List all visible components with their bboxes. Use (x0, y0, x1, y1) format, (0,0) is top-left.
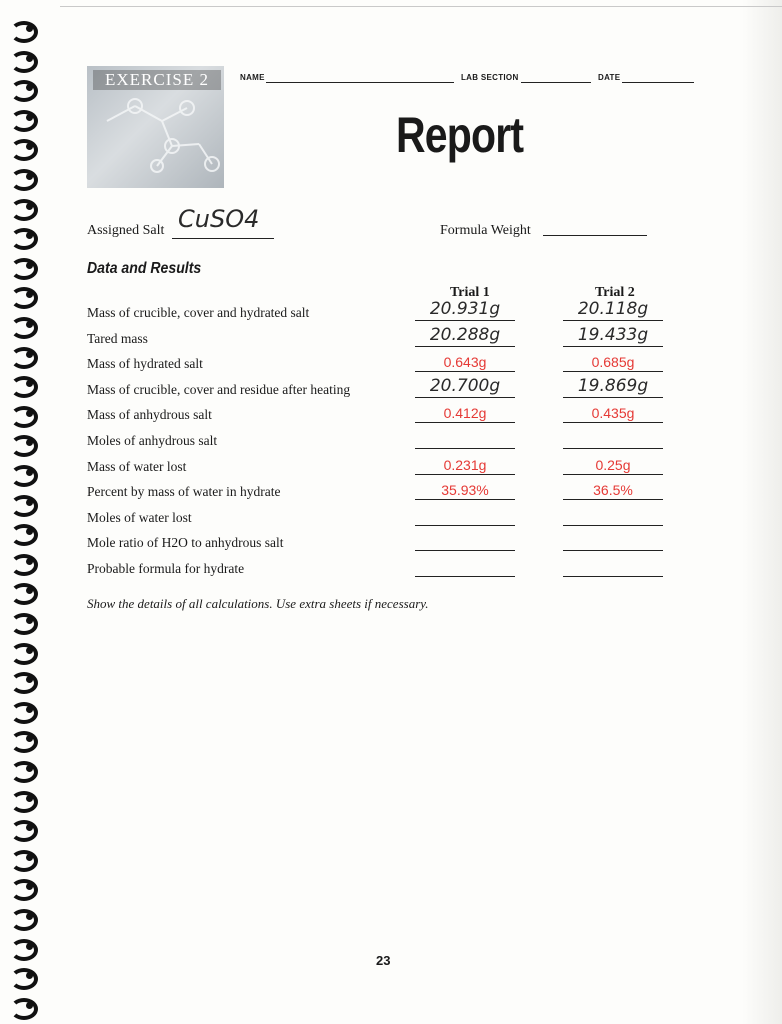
column-header-trial-2: Trial 2 (595, 285, 635, 300)
trial-1-value: 0.231g (443, 456, 487, 473)
cell-underline[interactable] (563, 550, 663, 551)
trial-2-value: 20.118g (577, 299, 649, 319)
cell-underline[interactable] (563, 371, 663, 372)
cell-underline[interactable] (415, 371, 515, 372)
trial-2-value: 0.25g (595, 456, 631, 473)
trial-1-value: 0.643g (443, 354, 487, 371)
spiral-ring (8, 18, 34, 38)
spiral-ring (8, 284, 34, 304)
cell-underline[interactable] (415, 346, 515, 347)
spiral-ring (8, 906, 34, 926)
trial-2-value: 0.685g (591, 354, 635, 371)
spiral-ring (8, 728, 34, 748)
spiral-ring (8, 758, 34, 778)
cell-underline[interactable] (415, 550, 515, 551)
top-edge-line (60, 6, 782, 7)
cell-underline[interactable] (415, 474, 515, 475)
row-label: Mass of anhydrous salt (87, 407, 212, 423)
spiral-ring (8, 492, 34, 512)
spiral-ring (8, 876, 34, 896)
spiral-ring (8, 403, 34, 423)
spiral-ring (8, 196, 34, 216)
cell-underline[interactable] (563, 397, 663, 398)
spiral-ring (8, 77, 34, 97)
lab-section-field-line[interactable] (521, 82, 591, 83)
row-label: Mass of hydrated salt (87, 356, 203, 372)
spiral-ring (8, 136, 34, 156)
spiral-ring (8, 225, 34, 245)
cell-underline[interactable] (415, 320, 515, 321)
spiral-ring (8, 373, 34, 393)
spiral-ring (8, 965, 34, 985)
assigned-salt-value: CuSO4 (178, 205, 260, 233)
assigned-salt-label: Assigned Salt (87, 223, 165, 238)
row-label: Moles of anhydrous salt (87, 433, 218, 448)
trial-1-value: 20.700g (429, 375, 501, 396)
row-label: Mole ratio of H2O to anhydrous salt (87, 535, 284, 551)
cell-underline[interactable] (415, 397, 515, 398)
spiral-ring (8, 521, 34, 541)
cell-underline[interactable] (563, 576, 663, 577)
cell-underline[interactable] (563, 320, 663, 321)
cell-underline[interactable] (415, 422, 515, 423)
spiral-ring (8, 669, 34, 689)
formula-weight-label: Formula Weight (440, 223, 531, 238)
lab-section-label: LAB SECTION (461, 73, 519, 82)
row-label: Percent by mass of water in hydrate (87, 484, 281, 500)
page-number: 23 (376, 953, 391, 968)
row-label: Probable formula for hydrate (87, 561, 245, 576)
row-label: Mass of crucible, cover and residue after heating (87, 381, 351, 397)
trial-2-value: 19.869g (577, 375, 649, 396)
spiral-ring (8, 640, 34, 660)
spiral-ring (8, 995, 34, 1015)
exercise-banner-title: EXERCISE 2 (93, 70, 221, 90)
cell-underline[interactable] (415, 448, 515, 449)
spiral-ring (8, 107, 34, 127)
trial-2-value: 19.433g (577, 324, 649, 345)
name-label: NAME (240, 73, 265, 82)
spiral-ring (8, 580, 34, 600)
spiral-ring (8, 788, 34, 808)
spiral-ring (8, 847, 34, 867)
spiral-ring (8, 255, 34, 275)
date-field-line[interactable] (622, 82, 694, 83)
page-edge-shadow (742, 0, 782, 1024)
date-label: DATE (598, 73, 621, 82)
page-title: Report (396, 107, 524, 163)
cell-underline[interactable] (563, 474, 663, 475)
cell-underline[interactable] (563, 448, 663, 449)
trial-2-value: 36.5% (593, 482, 633, 499)
spiral-ring (8, 432, 34, 452)
cell-underline[interactable] (563, 525, 663, 526)
cell-underline[interactable] (563, 346, 663, 347)
row-label: Mass of water lost (87, 458, 187, 474)
trial-1-value: 35.93% (441, 482, 489, 499)
spiral-ring (8, 344, 34, 364)
cell-underline[interactable] (415, 525, 515, 526)
assigned-salt-field-line (172, 238, 274, 239)
spiral-ring (8, 699, 34, 719)
name-field-line[interactable] (266, 82, 454, 83)
trial-1-value: 0.412g (443, 405, 487, 422)
cell-underline[interactable] (563, 422, 663, 423)
spiral-ring (8, 936, 34, 956)
formula-weight-field-line[interactable] (543, 235, 647, 236)
row-label: Moles of water lost (87, 509, 192, 525)
instructions-note: Show the details of all calculations. Use extra sheets if necessary. (87, 596, 429, 611)
section-heading: Data and Results (87, 260, 202, 277)
cell-underline[interactable] (415, 576, 515, 577)
spiral-ring (8, 551, 34, 571)
spiral-ring (8, 314, 34, 334)
trial-2-value: 0.435g (591, 405, 635, 422)
trial-1-value: 20.288g (429, 324, 501, 345)
column-header-trial-1: Trial 1 (450, 285, 490, 300)
spiral-ring (8, 817, 34, 837)
cell-underline[interactable] (563, 499, 663, 500)
spiral-ring (8, 462, 34, 482)
spiral-binding (0, 0, 50, 1024)
row-label: Tared mass (87, 330, 148, 346)
trial-1-value: 20.931g (429, 299, 501, 319)
row-label: Mass of crucible, cover and hydrated salt (87, 305, 310, 320)
spiral-ring (8, 610, 34, 630)
spiral-ring (8, 48, 34, 68)
cell-underline[interactable] (415, 499, 515, 500)
spiral-ring (8, 166, 34, 186)
